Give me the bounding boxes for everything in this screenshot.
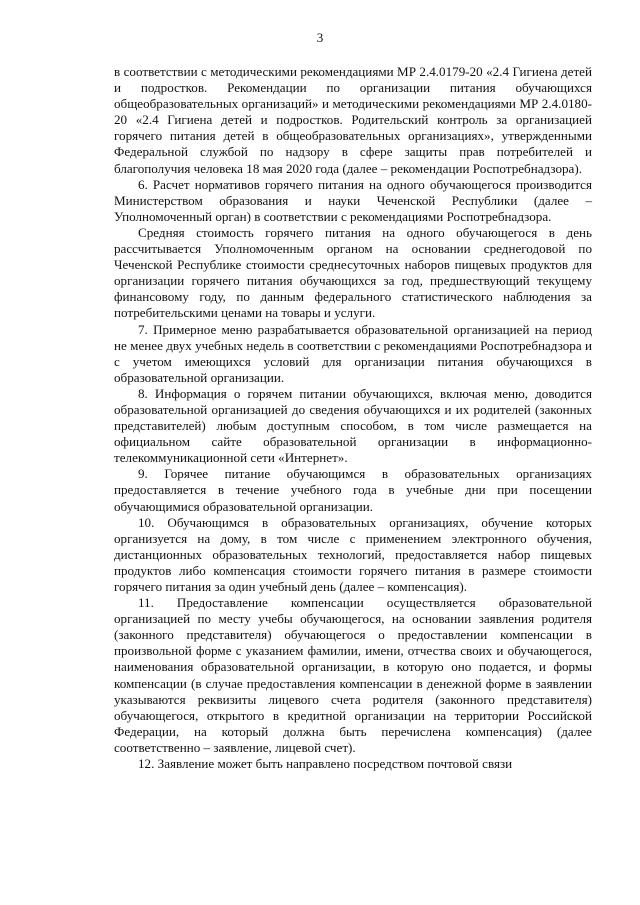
paragraph-6: 6. Расчет нормативов горячего питания на одного обучающегося производится Министерством образования и науки Чеченской Республики (далее – Уполномоченный орган) в соответствии с рекомендациями Роспотребнадзора. (114, 176, 592, 224)
paragraph-6-average-cost: Средняя стоимость горячего питания на одного обучающегося в день рассчитывается Уполномоченным органом на основании среднегодовой по Чеченской Республике стоимости среднесуточных наборов пищевых продуктов для организации горячего питания обучающихся за год, предшествующий текущему финансовому году, по данным федерального статистического наблюдения за потребительскими ценами на товары и услуги. (114, 224, 592, 321)
paragraph-12: 12. Заявление может быть направлено посредством почтовой связи (138, 756, 513, 772)
paragraph-continuation: в соответствии с методическими рекомендациями МР 2.4.0179-20 «2.4 Гигиена детей и подростков. Рекомендации по организации питания обучающихся общеобразовательных организаций» и методическими рекомендациями МР 2.4.0180-20 «2.4 Гигиена детей и подростков. Родительский контроль за организацией горячего питания детей в общеобразовательных организациях», утвержденными Федеральной службой по надзору в сфере защиты прав потребителей и благополучия человека 18 мая 2020 года (далее – рекомендации Роспотребнадзора). (114, 64, 592, 176)
paragraph-9: 9. Горячее питание обучающимся в образовательных организациях предоставляется в течение учебного года в учебные дни при посещении обучающимися образовательной организации. (114, 466, 592, 514)
page-number: 3 (316, 30, 324, 45)
paragraph-8: 8. Информация о горячем питании обучающихся, включая меню, доводится образовательной организацией до сведения обучающихся и их родителей (законных представителей) любым доступным способом, в том числе размещается на официальном сайте образовательной организации в информационно-телекоммуникационной сети «Интернет». (114, 385, 592, 466)
paragraph-11: 11. Предоставление компенсации осуществляется образовательной организацией по месту учебы обучающегося, на основании заявления родителя (законного представителя) обучающегося о предоставлении компенсации в произвольной форме с указанием фамилии, имени, отчества своих и обучающегося, наименования образовательной организации, в которую оно подается, и формы компенсации (в случае предоставления компенсации в денежной форме в заявлении указываются реквизиты лицевого счета родителя (законного представителя) обучающегося, открытого в кредитной организации на территории Российской Федерации, на который должна быть перечислена компенсация) (далее соответственно – заявление, лицевой счет). (114, 595, 592, 755)
paragraph-10: 10. Обучающимся в образовательных организациях, обучение которых организуется на дому, в том числе с применением электронного обучения, дистанционных образовательных технологий, предоставляется набор пищевых продуктов либо компенсация стоимости горячего питания в размере стоимости горячего питания за один учебный день (далее – компенсация). (114, 514, 592, 594)
document-body (114, 64, 592, 772)
paragraph-7: 7. Примерное меню разрабатывается образовательной организацией на период не менее двух учебных недель в соответствии с рекомендациями Роспотребнадзора и с учетом имеющихся условий для организации питания обучающихся в образовательной организации. (114, 321, 592, 385)
